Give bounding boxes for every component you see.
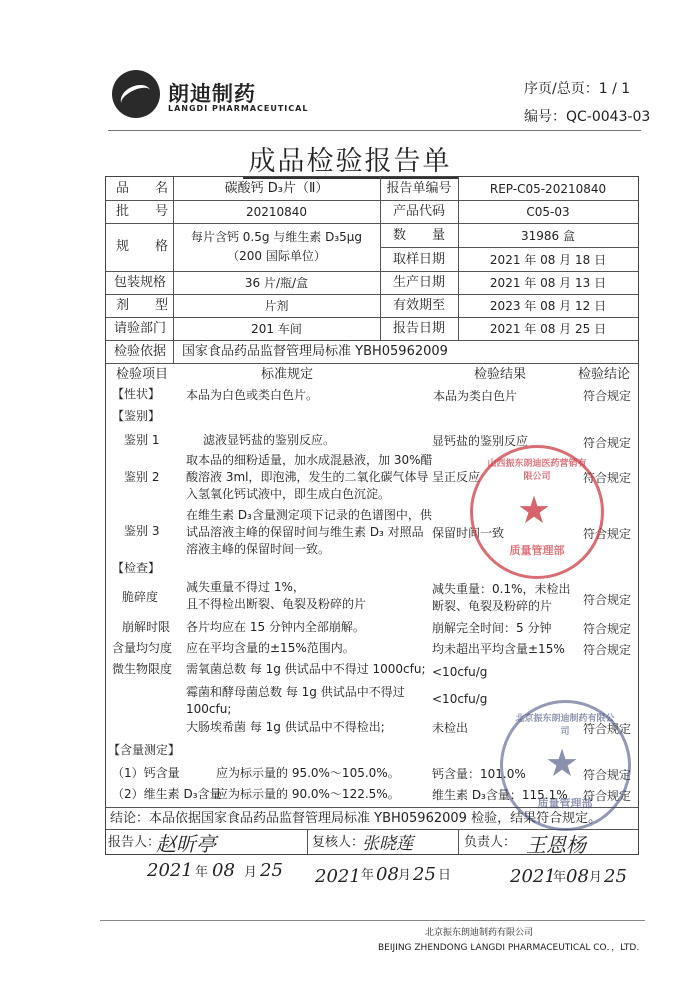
id2-result: 呈正反应 [432, 470, 481, 484]
manager-date-year: 2021 [510, 866, 556, 887]
form-label: 剂 型 [116, 298, 169, 313]
product-code-value: C05-03 [526, 205, 570, 219]
disintegration-name: 崩解时限 [122, 620, 171, 634]
traits-standard: 本品为白色或类白色片。 [186, 388, 319, 402]
footer-divider [100, 920, 645, 921]
id2-standard-line1: 取本品的细粉适量，加水成混悬液，加 30%醋 [186, 453, 433, 467]
reporter-date-year-char: 年 [195, 865, 209, 880]
microbial-standard-line1: 需氧菌总数 每 1g 供试品中不得过 1000cfu; [186, 662, 426, 676]
vitd3-conclusion: 符合规定 [583, 789, 632, 803]
col-conclusion-header: 检验结论 [578, 367, 631, 382]
basis-label: 检验依据 [114, 344, 167, 359]
header-divider [108, 130, 641, 131]
footer-company-en: BEIJING ZHENDONG LANGDI PHARMACEUTICAL CO．，LTD. [378, 943, 640, 953]
microbial-result-line2: <10cfu/g [432, 692, 488, 706]
id3-name: 鉴别 3 [124, 524, 160, 538]
report-title: 成品检验报告单 [0, 139, 700, 178]
id2-standard-line3: 入氢氧化钙试液中，即生成白色沉淀。 [186, 487, 391, 501]
reporter-label: 报告人： [108, 835, 161, 850]
disintegration-result: 崩解完全时间：5 分钟 [432, 621, 552, 635]
quantity-label: 数 量 [392, 228, 445, 243]
uniformity-result: 均未超出平均含量±15% [432, 642, 565, 656]
id2-name: 鉴别 2 [124, 470, 160, 484]
expiry-label: 有效期至 [392, 298, 445, 313]
report-date-value: 2021 年 08 月 25 日 [489, 322, 607, 336]
manager-date-year-char: 年 [553, 870, 567, 885]
microbial-standard-line2a: 霉菌和酵母菌总数 每 1g 供试品中不得过 [186, 685, 405, 699]
microbial-standard-line2b: 100cfu; [186, 702, 232, 716]
id3-standard-line2: 试品溶液主峰的保留时间与维生素 D₃ 对照品 [186, 525, 424, 539]
microbial-result-line3: 未检出 [432, 721, 469, 735]
report-number-value: REP-C05-20210840 [489, 182, 607, 196]
reviewer-date-year: 2021 [315, 866, 361, 887]
reporter-date-year: 2021 [147, 860, 193, 881]
pack-label: 包装规格 [114, 275, 167, 290]
reporter-date-day: 25 [260, 860, 283, 881]
id1-name: 鉴别 1 [124, 433, 160, 447]
microbial-name: 微生物限度 [112, 662, 173, 676]
footer-company-cn: 北京振东朗迪制药有限公司 [425, 928, 534, 938]
spec-value-line2: （200 国际单位） [227, 249, 326, 263]
friability-result-line1: 减失重量：0.1%，未检出 [432, 582, 571, 596]
reporter-date-month-char: 月 [244, 865, 258, 880]
product-name-label: 品 名 [116, 181, 169, 196]
product-name-value: 碳酸钙 D₃片（Ⅱ） [224, 181, 329, 196]
reporter-date-month: 08 [212, 860, 235, 881]
uniformity-name: 含量均匀度 [112, 641, 173, 655]
id1-standard: 滤液显钙盐的鉴别反应。 [203, 433, 336, 447]
manager-date-day: 25 [604, 866, 627, 887]
basis-value: 国家食品药品监督管理局标准 YBH05962009 [182, 344, 448, 359]
section-identification: 【鉴别】 [112, 409, 161, 423]
friability-standard-line1: 减失重量不得过 1%， [186, 580, 305, 594]
spec-label: 规 格 [116, 239, 169, 254]
reviewer-date-month: 08 [376, 864, 399, 885]
batch-value: 20210840 [245, 205, 308, 219]
manager-date-month: 08 [566, 866, 589, 887]
traits-conclusion: 符合规定 [583, 389, 632, 403]
id3-conclusion: 符合规定 [583, 527, 632, 541]
id3-standard-line1: 在维生素 D₃含量测定项下记录的色谱图中，供 [186, 508, 432, 522]
product-code-label: 产品代码 [392, 204, 445, 219]
vitd3-standard: 应为标示量的 90.0%～122.5%。 [216, 787, 400, 801]
vitd3-result: 维生素 D₃含量：115.1% [432, 788, 568, 802]
company-name: 朗迪制药 [168, 82, 256, 106]
section-traits: 【性状】 [112, 387, 161, 401]
section-assay: 【含量测定】 [108, 743, 181, 757]
uniformity-standard: 应在平均含量的±15%范围内。 [186, 641, 355, 655]
calcium-result: 钙含量：101.0% [432, 767, 526, 781]
disintegration-conclusion: 符合规定 [583, 622, 632, 636]
company-logo [112, 70, 160, 118]
quality-stamp-pharma: ★ 北京振东朗迪制药有限公司 质量管理部 [500, 700, 631, 831]
id2-standard-line2: 酸溶液 3ml，即泡沸，发生的二氧化碳气体导 [186, 470, 429, 484]
col-result-header: 检验结果 [474, 367, 527, 382]
friability-standard-line2: 且不得检出断裂、龟裂及粉碎的片 [186, 597, 367, 611]
id2-conclusion: 符合规定 [583, 471, 632, 485]
mfg-date-value: 2021 年 08 月 13 日 [489, 276, 607, 290]
traits-result: 本品为类白色片 [433, 389, 518, 403]
reviewer-date-day: 25 [413, 864, 436, 885]
document-code: 编号：QC-0043-03 [524, 109, 651, 125]
vitd3-name: （2）维生素 D₃含量 [112, 787, 222, 801]
quantity-value: 31986 盒 [521, 229, 575, 243]
dept-label: 请验部门 [114, 321, 167, 336]
pack-value: 36 片/瓶/盒 [244, 276, 309, 290]
report-number-label: 报告单编号 [386, 181, 452, 196]
microbial-result-line1: <10cfu/g [432, 665, 488, 679]
report-date-label: 报告日期 [392, 321, 445, 336]
expiry-value: 2023 年 08 月 12 日 [489, 299, 607, 313]
friability-conclusion: 符合规定 [583, 593, 632, 607]
mfg-date-label: 生产日期 [392, 275, 445, 290]
page-number: 序页/总页：1 / 1 [524, 81, 631, 97]
id1-conclusion: 符合规定 [583, 436, 632, 450]
dept-value: 201 车间 [251, 322, 302, 336]
col-item-header: 检验项目 [116, 367, 169, 382]
conclusion-text: 结论：本品依据国家食品药品监督管理局标准 YBH05962009 检验，结果符合规定。 [110, 811, 602, 826]
microbial-standard-line3: 大肠埃希菌 每 1g 供试品中不得检出; [186, 720, 385, 734]
company-name-english: LANGDI PHARMACEUTICAL [168, 104, 309, 113]
reporter-signature: 赵昕亭 [156, 832, 216, 856]
quality-stamp-marketing: ★ 山西振东朗迪医药营销有限公司 质量管理部 [470, 445, 604, 579]
manager-date-month-char: 月 [589, 870, 603, 885]
manager-signature: 王恩杨 [526, 833, 586, 857]
uniformity-conclusion: 符合规定 [583, 643, 632, 657]
calcium-conclusion: 符合规定 [583, 768, 632, 782]
friability-result-line2: 断裂、龟裂及粉碎的片 [432, 599, 553, 613]
reviewer-label: 复核人： [312, 835, 365, 850]
reviewer-date-month-char: 月 [398, 868, 412, 883]
spec-value-line1: 每片含钙 0.5g 与维生素 D₃5μg [190, 230, 363, 244]
microbial-conclusion: 符合规定 [583, 722, 632, 736]
reviewer-date-year-char: 年 [361, 868, 375, 883]
col-standard-header: 标准规定 [261, 367, 314, 382]
reviewer-signature: 张晓莲 [362, 834, 413, 854]
batch-label: 批 号 [116, 204, 169, 219]
calcium-standard: 应为标示量的 95.0%～105.0%。 [216, 766, 400, 780]
sample-date-label: 取样日期 [392, 252, 445, 267]
friability-name: 脆碎度 [122, 590, 159, 604]
sample-date-value: 2021 年 08 月 18 日 [489, 253, 607, 267]
manager-label: 负责人： [464, 835, 517, 850]
disintegration-standard: 各片均应在 15 分钟内全部崩解。 [186, 620, 365, 634]
section-checks: 【检查】 [112, 561, 161, 575]
id3-result: 保留时间一致 [432, 526, 505, 540]
id1-result: 显钙盐的鉴别反应 [432, 434, 529, 448]
form-value: 片剂 [264, 299, 289, 313]
calcium-name: （1）钙含量 [112, 766, 180, 780]
reviewer-date-day-char: 日 [438, 868, 452, 883]
id3-standard-line3: 溶液主峰的保留时间一致。 [186, 542, 331, 556]
